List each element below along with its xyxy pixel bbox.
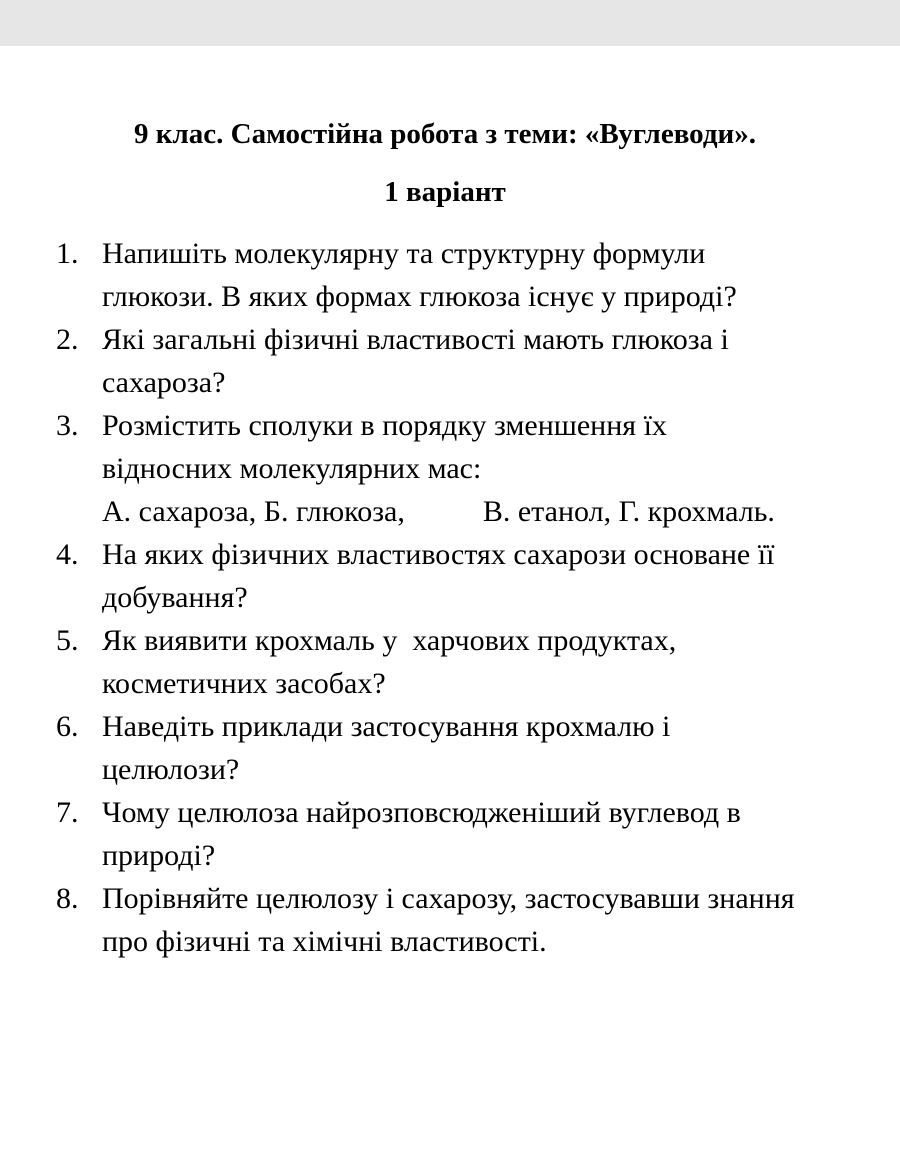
question-text-line: Напишіть молекулярну та структурну формули [102, 237, 706, 270]
question-1 [56, 232, 896, 318]
question-text-line: про фізичні та хімічні властивості. [102, 925, 547, 958]
question-number: 8. [56, 882, 79, 915]
question-text-line: Які загальні фізичні властивості мають глюкоза і [102, 323, 729, 356]
question-number: 1. [56, 237, 79, 270]
question-number: 4. [56, 538, 79, 571]
question-2 [56, 318, 896, 404]
question-number: 2. [56, 323, 79, 356]
question-7 [56, 791, 896, 877]
question-number: 5. [56, 624, 79, 657]
question-8 [56, 877, 896, 963]
question-text-line: целюлози? [102, 753, 240, 786]
top-bar [0, 0, 900, 46]
question-text-line: Чому целюлоза найрозповсюдженіший вуглевод в [102, 796, 741, 829]
question-text-line: природі? [102, 839, 216, 872]
question-text-line: Наведіть приклади застосування крохмалю і [102, 710, 671, 743]
question-number: 7. [56, 796, 79, 829]
question-text-line: відносних молекулярних мас: [102, 452, 482, 485]
question-text-line: косметичних засобах? [102, 667, 386, 700]
question-number: 3. [56, 409, 79, 442]
question-text-line: Порівняйте целюлозу і сахарозу, застосувавши знання [102, 882, 795, 915]
question-3 [56, 404, 896, 533]
question-text-line: На яких фізичних властивостях сахарози основане її [102, 538, 775, 571]
question-6 [56, 705, 896, 791]
question-text-line: добування? [102, 581, 248, 614]
question-text-line: Як виявити крохмаль у харчових продуктах, [102, 624, 677, 657]
answer-options-left: А. сахароза, Б. глюкоза, [102, 495, 405, 528]
question-number: 6. [56, 710, 79, 743]
variant-heading: 1 варіант [384, 176, 506, 208]
question-list [56, 232, 896, 963]
answer-options [102, 490, 896, 533]
question-text-line: Розмістить сполуки в порядку зменшення їх [102, 409, 667, 442]
question-4 [56, 533, 896, 619]
document-page [0, 46, 900, 1152]
answer-options-right: В. етанол, Г. крохмаль. [482, 495, 775, 528]
question-5 [56, 619, 896, 705]
question-text-line: глюкози. В яких формах глюкоза існує у природі? [102, 280, 737, 313]
document-title: 9 клас. Самостійна робота з теми: «Вуглеводи». [134, 118, 756, 150]
question-text-line: сахароза? [102, 366, 226, 399]
